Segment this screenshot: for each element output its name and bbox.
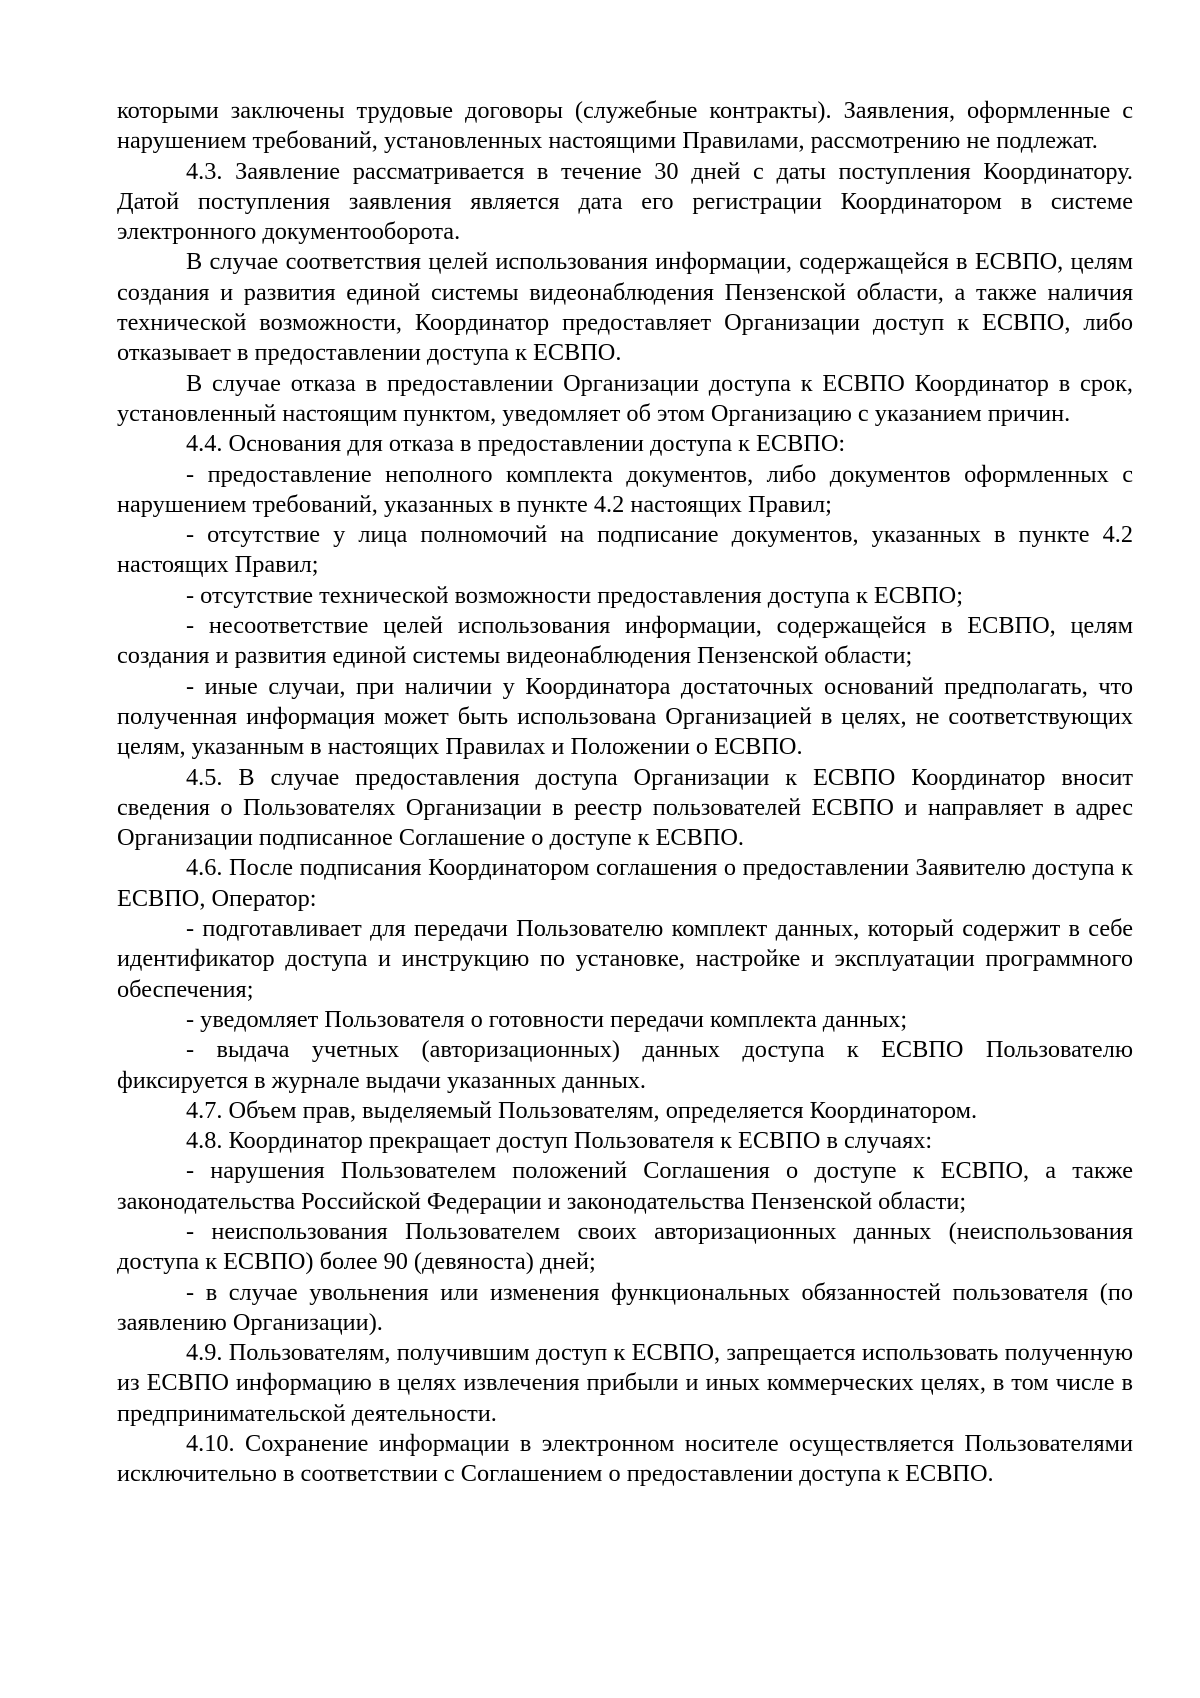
paragraph-access-decision: В случае соответствия целей использования информации, содержащейся в ЕСВПО, целям создания и развития единой системы видеонаблюдения Пензенской области, а также наличия технической возможности, Координатор предоставляет Организации доступ к ЕСВПО, либо отказывает в предоставлении доступа к ЕСВПО. — [117, 248, 1133, 367]
paragraph-4-7: 4.7. Объем прав, выделяемый Пользователям, определяется Координатором. — [186, 1096, 978, 1124]
list-item-purpose-mismatch: - несоответствие целей использования информации, содержащейся в ЕСВПО, целям создания и развития единой системы видеонаблюдения Пензенской области; — [117, 612, 1133, 670]
list-item-no-authority: - отсутствие у лица полномочий на подписание документов, указанных в пункте 4.2 настоящих Правил; — [117, 521, 1133, 579]
paragraph-4-4: 4.4. Основания для отказа в предоставлении доступа к ЕСВПО: — [186, 430, 846, 458]
list-item-inactivity: - неиспользования Пользователем своих авторизационных данных (неиспользования доступа к ЕСВПО) более 90 (девяноста) дней; — [117, 1217, 1133, 1276]
list-item-agreement-violation: - нарушения Пользователем положений Соглашения о доступе к ЕСВПО, а также законодательства Российской Федерации и законодательства Пензенской области; — [117, 1157, 1133, 1215]
paragraph-refusal-notice: В случае отказа в предоставлении Организации доступа к ЕСВПО Координатор в срок, установленный настоящим пунктом, уведомляет об этом Организацию с указанием причин. — [117, 369, 1133, 427]
paragraph-4-9: 4.9. Пользователям, получившим доступ к ЕСВПО, запрещается использовать полученную из ЕСВПО информацию в целях извлечения прибыли и иных коммерческих целях, в том числе в предпринимательской деятельности. — [117, 1339, 1133, 1427]
list-item-no-technical-possibility: - отсутствие технической возможности предоставления доступа к ЕСВПО; — [186, 581, 963, 609]
paragraph-4-3: 4.3. Заявление рассматривается в течение 30 дней с даты поступления Координатору. Датой поступления заявления является дата его регистрации Координатором в системе электронного документооборота. — [117, 157, 1133, 246]
list-item-dismissal: - в случае увольнения или изменения функциональных обязанностей пользователя (по заявлению Организации). — [117, 1278, 1133, 1336]
paragraph-4-6: 4.6. После подписания Координатором соглашения о предоставлении Заявителю доступа к ЕСВПО, Оператор: — [117, 854, 1133, 912]
list-item-prepare-data-kit: - подготавливает для передачи Пользователю комплект данных, который содержит в себе идентификатор доступа и инструкцию по установке, настройке и эксплуатации программного обеспечения; — [117, 915, 1133, 1003]
list-item-incomplete-documents: - предоставление неполного комплекта документов, либо документов оформленных с нарушением требований, указанных в пункте 4.2 настоящих Правил; — [117, 460, 1133, 518]
document-page — [117, 96, 1133, 1490]
paragraph-4-5: 4.5. В случае предоставления доступа Организации к ЕСВПО Координатор вносит сведения о Пользователях Организации в реестр пользователей ЕСВПО и направляет в адрес Организации подписанное Соглашение о доступе к ЕСВПО. — [117, 763, 1133, 852]
list-item-issue-credentials: - выдача учетных (авторизационных) данных доступа к ЕСВПО Пользователю фиксируется в журнале выдачи указанных данных. — [117, 1036, 1133, 1094]
paragraph-continuation: которыми заключены трудовые договоры (служебные контракты). Заявления, оформленные с нарушением требований, установленных настоящими Правилами, рассмотрению не подлежат. — [117, 97, 1133, 155]
paragraph-4-10: 4.10. Сохранение информации в электронном носителе осуществляется Пользователями исключительно в соответствии с Соглашением о предоставлении доступа к ЕСВПО. — [117, 1430, 1133, 1488]
paragraph-4-8: 4.8. Координатор прекращает доступ Пользователя к ЕСВПО в случаях: — [186, 1127, 933, 1155]
list-item-notify-user: - уведомляет Пользователя о готовности передачи комплекта данных; — [186, 1005, 908, 1033]
list-item-other-cases: - иные случаи, при наличии у Координатора достаточных оснований предполагать, что полученная информация может быть использована Организацией в целях, не соответствующих целям, указанным в настоящих Правилах и Положении о ЕСВПО. — [117, 672, 1133, 761]
